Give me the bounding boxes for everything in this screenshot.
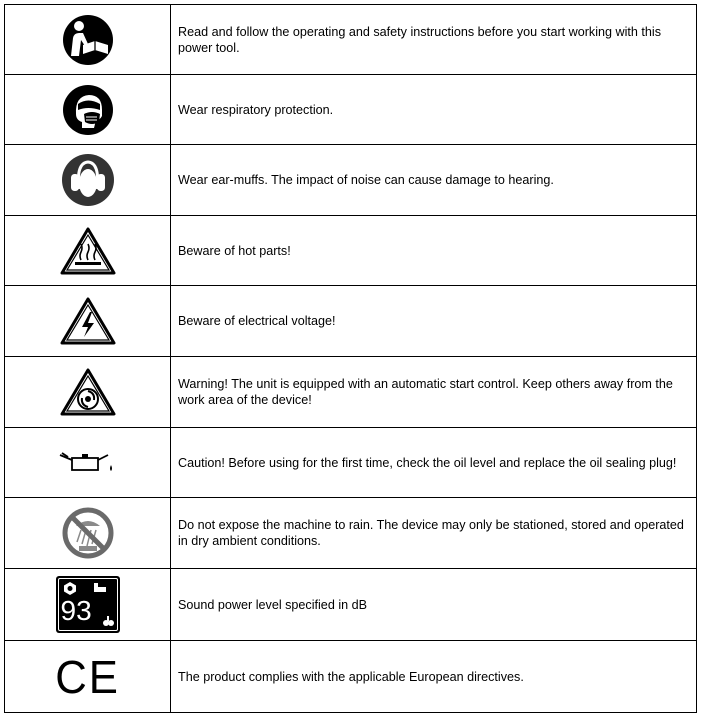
description-text: Do not expose the machine to rain. The device may only be stationed, stored and operated in dry ambient conditions.: [171, 498, 697, 569]
sound-level-value: 93: [60, 595, 92, 626]
safety-symbols-table: [4, 4, 697, 713]
respiratory-protection-icon: [62, 84, 114, 136]
icon-cell: [5, 5, 171, 75]
description-text: Warning! The unit is equipped with an automatic start control. Keep others away from the work area of the device!: [171, 357, 697, 428]
description-text: The product complies with the applicable European directives.: [171, 641, 697, 713]
table-row: [5, 569, 697, 641]
description-text: Beware of hot parts!: [171, 216, 697, 286]
table-row: [5, 498, 697, 569]
automatic-start-warning-icon: [60, 367, 116, 417]
table-row: [5, 428, 697, 498]
table-row: [5, 641, 697, 713]
icon-cell: [5, 569, 171, 641]
table-row: [5, 5, 697, 75]
icon-cell: [5, 357, 171, 428]
ce-mark-icon: CE: [55, 650, 120, 703]
oil-can-icon: [58, 448, 118, 478]
table-row: [5, 216, 697, 286]
table-row: [5, 357, 697, 428]
description-text: Wear respiratory protection.: [171, 75, 697, 145]
description-text: Read and follow the operating and safety instructions before you start working with this power tool.: [171, 5, 697, 75]
sound-power-level-icon: [56, 576, 120, 633]
icon-cell: [5, 286, 171, 357]
description-text: Wear ear-muffs. The impact of noise can cause damage to hearing.: [171, 145, 697, 216]
electrical-voltage-warning-icon: [60, 296, 116, 346]
description-text: Beware of electrical voltage!: [171, 286, 697, 357]
table-row: [5, 145, 697, 216]
description-text: Sound power level specified in dB: [171, 569, 697, 641]
table-row: [5, 286, 697, 357]
read-manual-icon: [62, 14, 114, 66]
icon-cell: [5, 498, 171, 569]
icon-cell: [5, 145, 171, 216]
icon-cell: [5, 428, 171, 498]
hot-surface-warning-icon: [60, 226, 116, 276]
icon-cell: [5, 216, 171, 286]
icon-cell: [5, 641, 171, 713]
table-row: [5, 75, 697, 145]
icon-cell: [5, 75, 171, 145]
ear-muffs-icon: [61, 153, 115, 207]
description-text: Caution! Before using for the first time, check the oil level and replace the oil sealing plug!: [171, 428, 697, 498]
no-rain-icon: [61, 506, 115, 560]
